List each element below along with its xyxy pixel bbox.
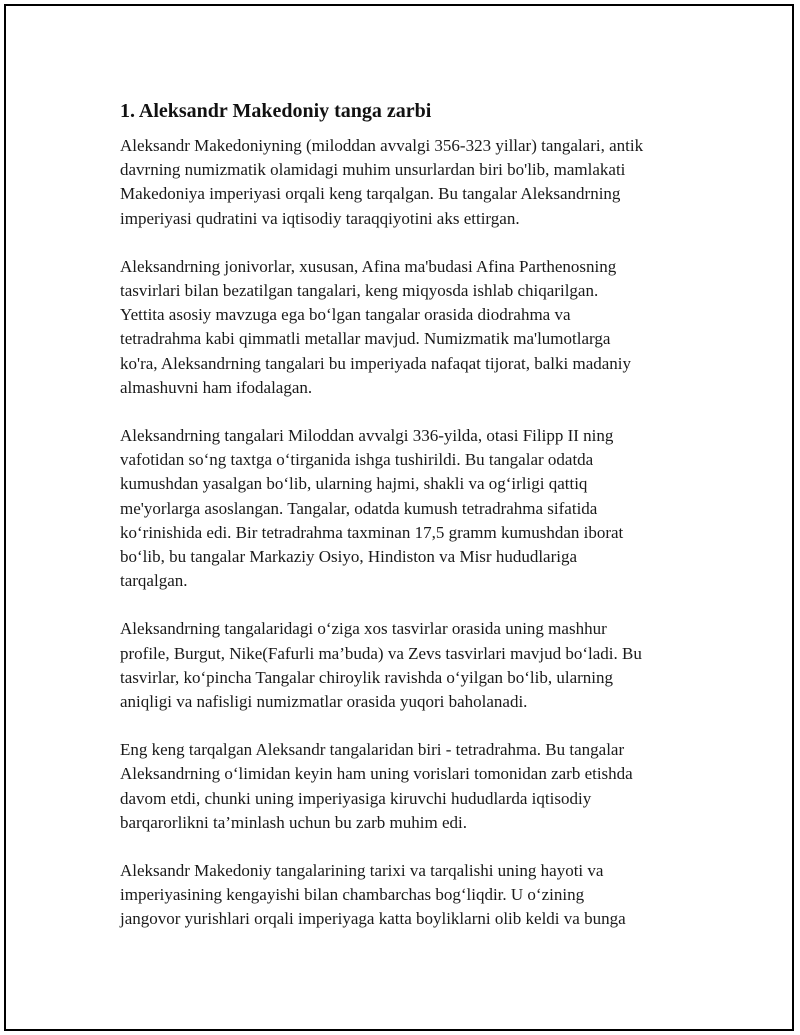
text-line: tasvirlari bilan bezatilgan tangalari, keng miqyosda ishlab chiqarilgan. bbox=[120, 281, 599, 301]
text-line: tetradrahma kabi qimmatli metallar mavjud. Numizmatik ma'lumotlarga bbox=[120, 329, 611, 349]
text-line: Aleksandrning tangalari Miloddan avvalgi 336-yilda, otasi Filipp II ning bbox=[120, 426, 614, 446]
text-line: imperiyasi qudratini va iqtisodiy taraqqiyotini aks ettirgan. bbox=[120, 208, 520, 228]
document-title: 1. Aleksandr Makedoniy tanga zarbi bbox=[120, 100, 432, 122]
text-line: Aleksandrning o‘limidan keyin ham uning vorislari tomonidan zarb etishda bbox=[120, 764, 633, 784]
text-line: davom etdi, chunki uning imperiyasiga kiruvchi hududlarda iqtisodiy bbox=[120, 788, 592, 808]
paragraph-4 bbox=[120, 617, 700, 714]
text-line: barqarorlikni ta’minlash uchun bu zarb muhim edi. bbox=[120, 812, 467, 832]
text-line: Yettita asosiy mavzuga ega bo‘lgan tangalar orasida diodrahma va bbox=[120, 305, 571, 325]
text-line: Aleksandr Makedoniyning (miloddan avvalgi 356-323 yillar) tangalari, antik bbox=[120, 136, 644, 155]
paragraph-5 bbox=[120, 738, 700, 835]
text-line: Aleksandrning jonivorlar, xususan, Afina ma'budasi Afina Parthenosning bbox=[120, 256, 617, 276]
paragraph-1 bbox=[120, 134, 700, 231]
text-line: imperiyasining kengayishi bilan chambarchas bog‘liqdir. U o‘zining bbox=[120, 885, 585, 905]
text-line: almashuvni ham ifodalagan. bbox=[120, 377, 313, 397]
text-line: bo‘lib, bu tangalar Markaziy Osiyo, Hindiston va Misr hududlariga bbox=[120, 547, 578, 567]
text-line: davrning numizmatik olamidagi muhim unsurlardan biri bo'lib, mamlakati bbox=[120, 160, 626, 180]
text-line: Eng keng tarqalgan Aleksandr tangalaridan biri - tetradrahma. Bu tangalar bbox=[120, 740, 625, 760]
text-line: Makedoniya imperiyasi orqali keng tarqalgan. Bu tangalar Aleksandrning bbox=[120, 184, 621, 204]
text-line: profile, Burgut, Nike(Fafurli ma’buda) va Zevs tasvirlari mavjud bo‘ladi. Bu bbox=[120, 643, 642, 663]
text-line: aniqligi va nafisligi numizmatlar orasida yuqori baholanadi. bbox=[120, 692, 528, 712]
text-line: tarqalgan. bbox=[120, 571, 188, 591]
text-line: tasvirlar, ko‘pincha Tangalar chiroylik ravishda o‘yilgan bo‘lib, ularning bbox=[120, 667, 614, 687]
text-line: kumushdan yasalgan bo‘lib, ularning hajmi, shakli va og‘irligi qattiq bbox=[120, 474, 588, 494]
paragraph-6 bbox=[120, 859, 700, 932]
text-line: Aleksandrning tangalaridagi o‘ziga xos tasvirlar orasida uning mashhur bbox=[120, 619, 607, 639]
text-line: jangovor yurishlari orqali imperiyaga katta boyliklarni olib keldi va bunga bbox=[120, 909, 626, 929]
document-body bbox=[120, 98, 700, 956]
text-line: ko‘rinishida edi. Bir tetradrahma taxminan 17,5 gramm kumushdan iborat bbox=[120, 522, 624, 542]
text-line: vafotidan so‘ng taxtga o‘tirganida ishga tushirildi. Bu tangalar odatda bbox=[120, 450, 594, 470]
text-line: Aleksandr Makedoniy tangalarining tarixi va tarqalishi uning hayoti va bbox=[120, 861, 604, 881]
text-line: me'yorlarga asoslangan. Tangalar, odatda kumush tetradrahma sifatida bbox=[120, 498, 598, 518]
paragraph-3 bbox=[120, 424, 700, 593]
paragraph-2 bbox=[120, 255, 700, 400]
page-frame bbox=[4, 4, 794, 1031]
text-line: ko'ra, Aleksandrning tangalari bu imperiyada nafaqat tijorat, balki madaniy bbox=[120, 353, 632, 373]
